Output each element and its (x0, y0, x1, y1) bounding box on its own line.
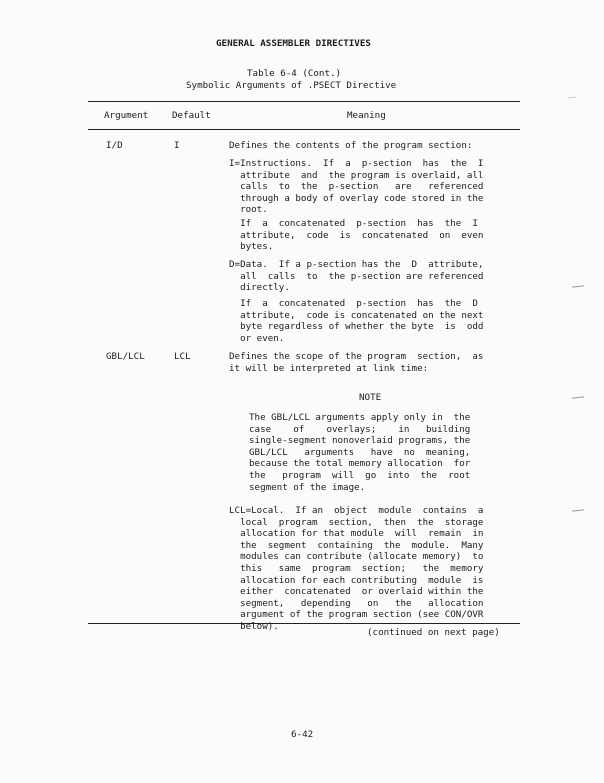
column-header-default: Default (172, 110, 211, 121)
table-top-rule (88, 101, 520, 102)
instructions-paragraph: I=Instructions. If a p-section has the I attribute and the program is overlaid, all calls to the p-section are referenced through a body of overlay code stored in the root. (229, 158, 484, 216)
row-argument: I/D (106, 140, 123, 151)
page-number: 6-42 (291, 729, 314, 740)
column-header-meaning: Meaning (347, 110, 386, 121)
continued-note: (continued on next page) (367, 627, 500, 638)
row-meaning-intro: Defines the scope of the program section, as it will be interpreted at link time: (229, 351, 484, 374)
page-header: GENERAL ASSEMBLER DIRECTIVES (216, 38, 371, 49)
row-default: LCL (174, 351, 191, 362)
table-caption-title: Symbolic Arguments of .PSECT Directive (186, 80, 397, 91)
note-body: The GBL/LCL arguments apply only in the case of overlays; in building single-segment nonoverlaid programs, the GBL/LCL arguments have no meaning, because the total memory allocation for the program will go into the root segment of the image. (249, 412, 471, 493)
data-paragraph: D=Data. If a p-section has the D attribute, all calls to the p-section are referenced directly. (229, 259, 484, 294)
data-concat-paragraph: If a concatenated p-section has the D attribute, code is concatenated on the next byte regardless of whether the byte is odd or even. (240, 298, 484, 344)
note-title: NOTE (359, 392, 382, 403)
column-header-argument: Argument (104, 110, 149, 121)
margin-mark (572, 509, 584, 511)
local-paragraph: LCL=Local. If an object module contains a local program section, then the storage allocation for that module will remain in the segment containing the module. Many modules can contribute (allocate memory) to this same program section; the memory allocation for each contributing module is either concatenated or overlaid within the segment, depending on the allocation argument of the program section (see CON/OVR below). (229, 505, 484, 632)
margin-mark (572, 396, 584, 398)
margin-mark (572, 285, 584, 287)
instructions-concat-paragraph: If a concatenated p-section has the I attribute, code is concatenated on even bytes. (240, 218, 484, 253)
table-bottom-rule (88, 623, 520, 624)
table-caption-number: Table 6-4 (Cont.) (247, 68, 342, 79)
row-default: I (174, 140, 180, 151)
header-rule (88, 129, 520, 130)
row-meaning-intro: Defines the contents of the program section: (229, 140, 473, 151)
margin-mark (568, 97, 576, 99)
row-argument: GBL/LCL (106, 351, 145, 362)
